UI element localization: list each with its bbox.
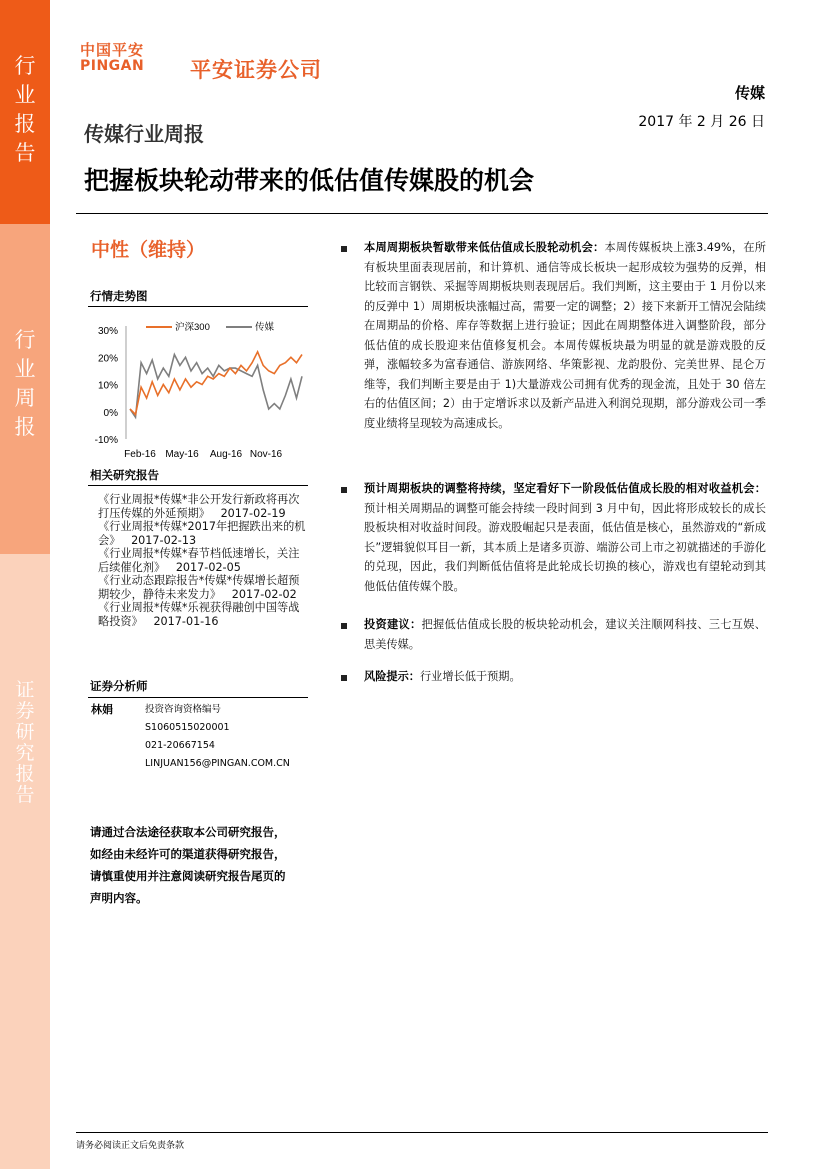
logo-group-en: PINGAN (80, 58, 145, 74)
analyst-phone: 021-20667154 (145, 740, 215, 751)
footer-divider (76, 1132, 768, 1133)
market-trend-chart (80, 312, 310, 462)
related-report-date: 2017-02-05 (168, 560, 241, 574)
related-report-item (98, 574, 310, 601)
bullet-marker (341, 675, 347, 681)
related-report-date: 2017-02-13 (123, 533, 197, 547)
bullet-body: 本周传媒板块上涨3.49%，在所有板块里面表现居前，和计算机、通信等成长板块一起形成较为强势的反弹，相比较而言钢铁、采掘等周期板块则表现居后。我们判断，这主要由于 1 月份以来的反弹中 1）周期板块涨幅过高，需要一定的调整；2）接下来新开工情况会陆续在周期品的价格、库存等数据上进行验证；因此在周期整体进入调整阶段，部分低估值的成长股迎来估值修复机会。本周传媒板块最为明显的就是游戏股的反弹，涨幅较多为富春通信、游族网络、华策影视、龙韵股份、完美世界、昆仑万维等，我们判断主要是由于 1)大量游戏公司拥有优秀的现金流，且处于 30 倍左右的估值区间；2）由于定增诉求以及新产品进入利润兑现期，部分游戏公司一季度业绩将呈现较为高速成长。 (364, 241, 766, 430)
bullet-marker (341, 246, 347, 252)
bullet-heading: 预计周期板块的调整将持续，坚定看好下一阶段低估值成长股的相对收益机会： (364, 482, 766, 495)
related-report-item (98, 601, 310, 628)
related-report-title: 《行业周报*传媒*非公开发行新政将再次打压传媒的外延预期》 (98, 493, 300, 520)
report-date: 2017 年 2 月 26 日 (638, 114, 765, 130)
series-line-media (130, 355, 302, 418)
rating-label: 中性（维持） (91, 239, 206, 261)
analyst-cert-label: 投资咨询资格编号 (145, 704, 222, 715)
related-report-date: 2017-02-19 (213, 506, 286, 520)
analyst-name: 林娟 (91, 703, 113, 716)
legend-label: 沪深300 (175, 322, 210, 333)
chart-title-divider (88, 306, 308, 307)
side-tab-text: 行 业 周 报 (14, 328, 36, 439)
bullet-body: 预计相关周期品的调整可能会持续一段时间到 3 月中旬，因此将形成较长的成长股板块相对收益时间段。游戏股崛起只是表面，低估值是核心，虽然游戏的“新成长”逻辑貌似耳目一新，其本质上是诸多页游、端游公司上市之初就描述的手游化的兑现，因此，我们判断低估值将是此轮成长切换的核心，游戏也有望轮动到其他低估值传媒个股。 (364, 501, 766, 593)
analyst-cert-no: S1060515020001 (145, 722, 230, 733)
analyst-info (145, 701, 290, 773)
related-report-title: 《行业周报*传媒*乐视获得融创中国等战略投资》 (98, 601, 300, 628)
bullet-heading: 投资建议： (364, 618, 422, 631)
bullet-heading: 本周周期板块暂歇带来低估值成长股轮动机会： (364, 241, 605, 254)
side-tab-industry-report (0, 0, 50, 224)
related-report-item (98, 493, 310, 520)
disclaimer: 请通过合法途径获取本公司研究报告，如经由未经许可的渠道获得研究报告，请慎重使用并注意阅读研究报告尾页的声明内容。 (90, 825, 286, 905)
side-tab-text: 行 业 报 告 (14, 54, 36, 165)
related-report-item (98, 547, 310, 574)
pingan-logo (80, 42, 144, 74)
logo-company-name: 平安证券公司 (190, 58, 322, 82)
bullet-body: 把握低估值成长股的板块轮动机会，建议关注顺网科技、三七互娱、思美传媒。 (364, 618, 766, 651)
bullet-heading: 风险提示： (364, 670, 420, 683)
related-report-date: 2017-01-16 (146, 614, 219, 628)
x-tick-label: May-16 (165, 449, 199, 460)
y-tick-label: 0% (103, 407, 118, 419)
related-report-title: 《行业周报*传媒*春节档低速增长，关注后续催化剂》 (98, 547, 300, 574)
bullet-marker (341, 487, 347, 493)
related-report-date: 2017-02-02 (224, 587, 297, 601)
side-tab-weekly (0, 224, 50, 554)
bullet-paragraph (364, 479, 766, 596)
title-divider (76, 213, 768, 214)
bullet-paragraph (364, 667, 766, 687)
report-type: 传媒行业周报 (84, 122, 204, 146)
y-tick-label: -10% (94, 435, 118, 446)
logo-group-cn: 中国平安 (80, 41, 145, 59)
related-reports-list (98, 493, 310, 628)
related-reports-title: 相关研究报告 (90, 468, 159, 482)
legend-label: 传媒 (255, 322, 275, 333)
related-report-title: 《行业周报*传媒*2017年把握跌出来的机会》 (98, 520, 306, 547)
bullet-body: 行业增长低于预期。 (419, 670, 521, 683)
footer-note: 请务必阅读正文后免责条款 (76, 1141, 185, 1151)
side-tab-text: 证 券 研 究 报 告 (15, 679, 35, 806)
x-tick-label: Aug-16 (209, 449, 243, 460)
sector-label: 传媒 (734, 84, 765, 102)
related-report-item (98, 520, 310, 547)
bullet-marker (341, 623, 347, 629)
y-tick-label: 20% (97, 353, 118, 365)
y-tick-label: 30% (97, 326, 118, 337)
chart-section-title: 行情走势图 (90, 289, 148, 303)
related-reports-divider (88, 485, 308, 486)
x-tick-label: Feb-16 (124, 449, 156, 460)
y-tick-label: 10% (97, 380, 118, 392)
bullet-paragraph (364, 615, 766, 654)
related-report-title: 《行业动态跟踪报告*传媒*传媒增长超预期较少，静待未来发力》 (98, 574, 300, 601)
bullet-paragraph (364, 238, 766, 433)
x-tick-label: Nov-16 (249, 449, 283, 460)
analyst-section-title: 证券分析师 (90, 679, 148, 693)
analyst-divider (88, 697, 308, 698)
page-title: 把握板块轮动带来的低估值传媒股的机会 (84, 166, 535, 195)
side-tab-securities-research (0, 554, 50, 1169)
analyst-email: LINJUAN156@PINGAN.COM.CN (145, 758, 290, 769)
